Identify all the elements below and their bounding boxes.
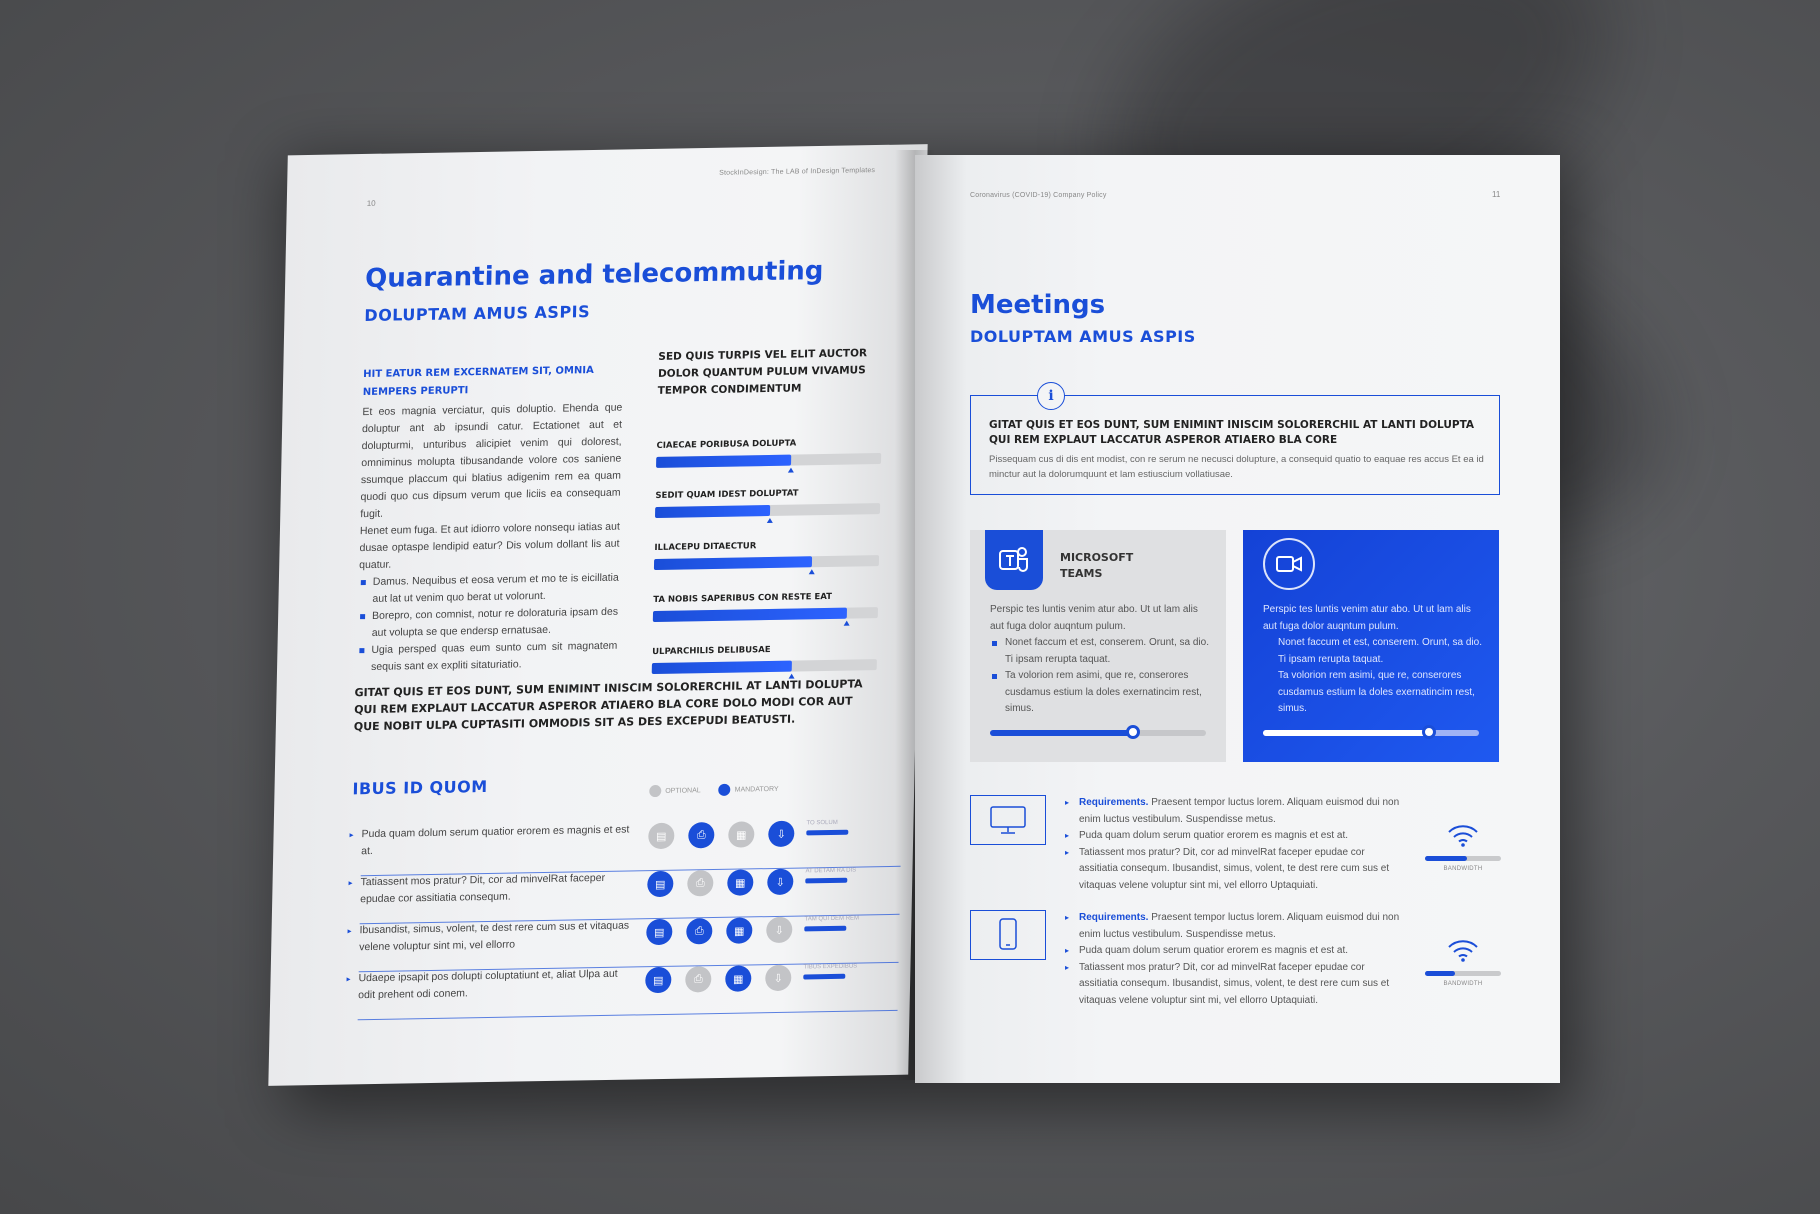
download-icon[interactable]: ⇩ [765, 965, 792, 991]
progress-bar-track [656, 453, 881, 468]
running-head: StockInDesign: The LAB of InDesign Templates [719, 167, 876, 177]
folder-icon[interactable]: ▤ [645, 967, 672, 993]
print-icon[interactable]: ⎙ [686, 918, 713, 944]
download-icon[interactable]: ⇩ [766, 917, 793, 943]
bandwidth-fill [1425, 971, 1455, 976]
table-row [348, 961, 899, 1021]
row-text: ▸ Puda quam dolum serum quatior erorem es magnis et est at. [361, 821, 632, 860]
card-bullet: Ta volorion rem asimi, que re, conserores cusdamus estium la doles exernatincim rest, simus. [1278, 670, 1475, 714]
zoom-icon [1263, 538, 1315, 590]
bullet-item: Damus. Nequibus et eosa verum et mo te is eicillatia aut lat ut venim quo berat ut volorunt. [358, 570, 619, 609]
progress-bar-label: SEDIT QUAM IDEST DOLUPTAT [655, 488, 799, 501]
page-title: Meetings [970, 290, 1106, 320]
requirement-block-mobile [970, 910, 1510, 1020]
requirement-bullet: ▸ Tatiassent mos pratur? Dit, cor ad minvelRat faceper epudae cor assitiatia consequm. Ibusandist, simus, volent, te dest rere cum sus et vitaquas velene voluptur sint mi, vel ellorro Uptaquiati. [1065, 845, 1405, 895]
progress-bar-item [652, 643, 878, 674]
progress-bar-label: ILLACEPU DITAECTUR [654, 541, 757, 554]
requirement-text [1065, 910, 1405, 1009]
page-subtitle: DOLUPTAM AMUS ASPIS [364, 302, 591, 326]
bandwidth-indicator [1425, 823, 1501, 872]
progress-bar-label: CIAECAE PORIBUSA DOLUPTA [656, 438, 797, 451]
progress-bar-marker [767, 518, 773, 523]
teams-slider[interactable] [990, 730, 1206, 736]
monitor-icon [970, 795, 1046, 845]
running-head: Coronavirus (COVID-19) Company Policy [970, 192, 1107, 199]
row-bar [806, 830, 848, 836]
print-icon[interactable]: ⎙ [685, 966, 712, 992]
progress-bar-track [655, 503, 880, 518]
page-subtitle: DOLUPTAM AMUS ASPIS [970, 327, 1196, 346]
progress-bar-item [654, 539, 880, 570]
progress-bar-item [656, 437, 882, 468]
requirement-lead [1065, 795, 1405, 828]
row-text: ▸ Udaepe ipsapit pos dolupti coluptatiunt et, aliat Ulpa aut odit prehent odi conem. [358, 966, 629, 1005]
bandwidth-bar [1425, 856, 1501, 861]
progress-bar-track [652, 659, 877, 674]
body-column [357, 400, 623, 677]
callout-body: Pissequam cus di dis ent modist, con re serum ne necusci dolupture, a consequid quatio to eaquae res accus Et ea id minctur aut la dolorumquunt et lam estiuscium vollatiusae. [989, 454, 1484, 480]
row-bar-label: TIBUS EXPEDIBUS [803, 963, 858, 971]
row-text: ▸ Tatiassent mos pratur? Dit, cor ad minvelRat faceper epudae cor assitiatia consequm. [360, 869, 631, 908]
slider-knob[interactable] [1422, 725, 1436, 739]
bandwidth-fill [1425, 856, 1467, 861]
bandwidth-bar [1425, 971, 1501, 976]
requirement-lead-rest: Praesent tempor luctus lorem. Aliquam euismod dui non enim luctus vestibulum. Suspendisse metus. [1079, 912, 1400, 940]
progress-bar-item [655, 487, 881, 518]
callout-heading: GITAT QUIS ET EOS DUNT, SUM ENIMINT INISCIM SOLORERCHIL AT LANTI DOLUPTA QUI REM EXPLAUT LACCATUR ASPEROR ATIAERO BLA CORE [989, 419, 1475, 446]
page-title: Quarantine and telecommuting [364, 255, 824, 295]
row-divider [358, 1010, 898, 1020]
bullet-item: Ugia persped quas eum sunto cum sit magnatem sequis sant ex expliti sitaturiatio. [357, 638, 618, 677]
card-intro: Perspic tes luntis venim atur abo. Ut ut lam alis aut fuga dolor auqntum pulum. [990, 604, 1198, 632]
bullet-item: Borepro, con comnist, notur re doloraturia ipsam des aut volupta se que endersp ernatusae. [358, 604, 619, 643]
zoom-card [1243, 530, 1499, 762]
progress-bars [288, 144, 928, 155]
teams-icon [985, 530, 1043, 590]
paragraph-1: Et eos magnia verciatur, quis doluptio. Ehenda que doluptur ant ab ipsundi catur. Ectationet aut et dolupturmi, unturibus alicipiet venim qui dolorest, omniminus molupta tibusandande volore cos saniene ssumque placcum qui blatius adigenim rem ea quam quodi quo cus dipsum verum que liciis ea consequam fugit. [360, 401, 623, 521]
page-number: 11 [1492, 190, 1501, 199]
card-bullets [1263, 635, 1487, 718]
folder-icon[interactable]: ▤ [647, 871, 674, 897]
bandwidth-label: BANDWIDTH [1443, 866, 1483, 872]
progress-bar-label: ULPARCHILIS DELIBUSAE [652, 644, 771, 658]
requirement-bullet: ▸ Puda quam dolum serum quatior erorem es magnis et est at. [1065, 828, 1405, 845]
row-bar-label: AT DETAM RA DIS [805, 867, 857, 875]
card-intro: Perspic tes luntis venim atur abo. Ut ut lam alis aut fuga dolor auqntum pulum. [1263, 604, 1471, 632]
requirement-lead-bold: Requirements. [1079, 797, 1149, 808]
bandwidth-indicator [1425, 938, 1501, 987]
progress-bar-item [653, 591, 879, 622]
row-bar-label: TO SOLUM [806, 819, 838, 827]
bullet-list [357, 570, 619, 677]
right-page [915, 155, 1560, 1083]
wifi-icon [1446, 938, 1480, 962]
legend-mandatory-dot [719, 784, 731, 796]
bars-heading: SED QUIS TURPIS VEL ELIT AUCTOR DOLOR QUANTUM PULUM VIVAMUS TEMPOR CONDIMENTUM [657, 347, 868, 397]
section-heading: HIT EATUR REM EXCERNATEM SIT, OMNIA NEMPERS PERUPTI [362, 365, 594, 399]
progress-bar-label: TA NOBIS SAPERIBUS CON RESTE EAT [653, 591, 833, 606]
card-body [1263, 602, 1487, 718]
paragraph-2: Henet eum fuga. Et aut idiorro volore nonsequ iatias aut dusae optaspe lendipid eatur? Dis volum dollant lis aut quatur. [359, 520, 620, 572]
slider-knob[interactable] [1126, 725, 1140, 739]
phone-icon-glyph [996, 917, 1020, 953]
calendar-icon[interactable]: ▦ [728, 821, 755, 847]
page-number: 10 [366, 198, 376, 208]
requirement-lead [1065, 910, 1405, 943]
row-bar [805, 878, 847, 884]
card-body [990, 602, 1214, 718]
legend [649, 783, 779, 797]
row-bar [804, 926, 846, 932]
progress-bar-marker [808, 569, 814, 574]
requirement-rows [288, 144, 928, 155]
calendar-icon[interactable]: ▦ [727, 869, 754, 895]
wifi-icon [1446, 823, 1480, 847]
monitor-icon-glyph [988, 804, 1028, 836]
progress-bar-track [654, 555, 879, 570]
card-bullet: Nonet faccum et est, conserem. Orunt, sa dio. Ti ipsam rerupta taquat. [990, 635, 1214, 668]
zoom-slider[interactable] [1263, 730, 1479, 736]
progress-bar-fill [653, 608, 847, 622]
progress-bar-marker [788, 674, 794, 679]
row-text: ▸ Ibusandist, simus, volent, te dest rere cum sus et vitaquas velene voluptur sint mi, vel ellorro [359, 918, 630, 957]
requirement-text [1065, 795, 1405, 894]
progress-bar-fill [652, 661, 792, 674]
row-bar-label: TAM QUI DEM REM [804, 915, 860, 923]
slider-fill [990, 730, 1133, 736]
card-title-line1: MICROSOFT [1060, 551, 1134, 564]
video-camera-icon [1276, 555, 1302, 573]
teams-card [970, 530, 1226, 762]
print-icon[interactable]: ⎙ [687, 870, 714, 896]
calendar-icon[interactable]: ▦ [725, 965, 752, 991]
teams-icon-glyph [997, 545, 1031, 575]
progress-bar-fill [654, 556, 812, 570]
folder-icon[interactable]: ▤ [646, 919, 673, 945]
requirement-block-desktop [970, 795, 1510, 905]
download-icon[interactable]: ⇩ [768, 821, 795, 847]
card-title [1060, 550, 1133, 582]
requirement-bullet: ▸ Tatiassent mos pratur? Dit, cor ad minvelRat faceper epudae cor assitiatia consequm. Ibusandist, simus, volent, te dest rere cum sus et vitaquas velene voluptur sint mi, vel ellorro Uptaquiati. [1065, 960, 1405, 1010]
print-icon[interactable]: ⎙ [688, 822, 715, 848]
progress-bar-track [653, 607, 878, 622]
bandwidth-label: BANDWIDTH [1443, 981, 1483, 987]
download-icon[interactable]: ⇩ [767, 869, 794, 895]
phone-icon [970, 910, 1046, 960]
left-page [268, 144, 927, 1086]
list-heading: IBUS ID QUOM [352, 776, 488, 799]
card-bullet: Nonet faccum et est, conserem. Orunt, sa dio. Ti ipsam rerupta taquat. [1278, 637, 1482, 665]
legend-mandatory-label: MANDATORY [734, 785, 779, 794]
legend-optional-label: OPTIONAL [665, 786, 701, 795]
card-bullet: Ta volorion rem asimi, que re, conserores cusdamus estium la doles exernatincim rest, simus. [990, 668, 1214, 718]
progress-bar-fill [656, 455, 791, 468]
info-callout [970, 388, 1500, 495]
info-icon: i [1037, 382, 1065, 410]
row-bar [803, 974, 845, 980]
slider-fill [1263, 730, 1429, 736]
card-title-line2: TEAMS [1060, 567, 1103, 580]
folder-icon[interactable]: ▤ [648, 823, 675, 849]
calendar-icon[interactable]: ▦ [726, 917, 753, 943]
pull-quote: GITAT QUIS ET EOS DUNT, SUM ENIMINT INISCIM SOLORERCHIL AT LANTI DOLUPTA QUI REM EXPLAUT LACCATUR ASPEROR ATIAERO BLA CORE DOLO MODI COR AUT QUE NOBIT ULPA CUPTASITI OMMODIS SIT AS DES EXCEPUDI BEATUSTI. [353, 677, 863, 734]
progress-bar-marker [843, 621, 849, 626]
progress-bar-marker [788, 468, 794, 473]
requirement-lead-bold: Requirements. [1079, 912, 1149, 923]
legend-optional-dot [649, 785, 661, 797]
progress-bar-fill [655, 505, 770, 518]
requirement-bullet: ▸ Puda quam dolum serum quatior erorem es magnis et est at. [1065, 943, 1405, 960]
card-bullets [990, 635, 1214, 718]
requirement-lead-rest: Praesent tempor luctus lorem. Aliquam euismod dui non enim luctus vestibulum. Suspendisse metus. [1079, 797, 1400, 825]
